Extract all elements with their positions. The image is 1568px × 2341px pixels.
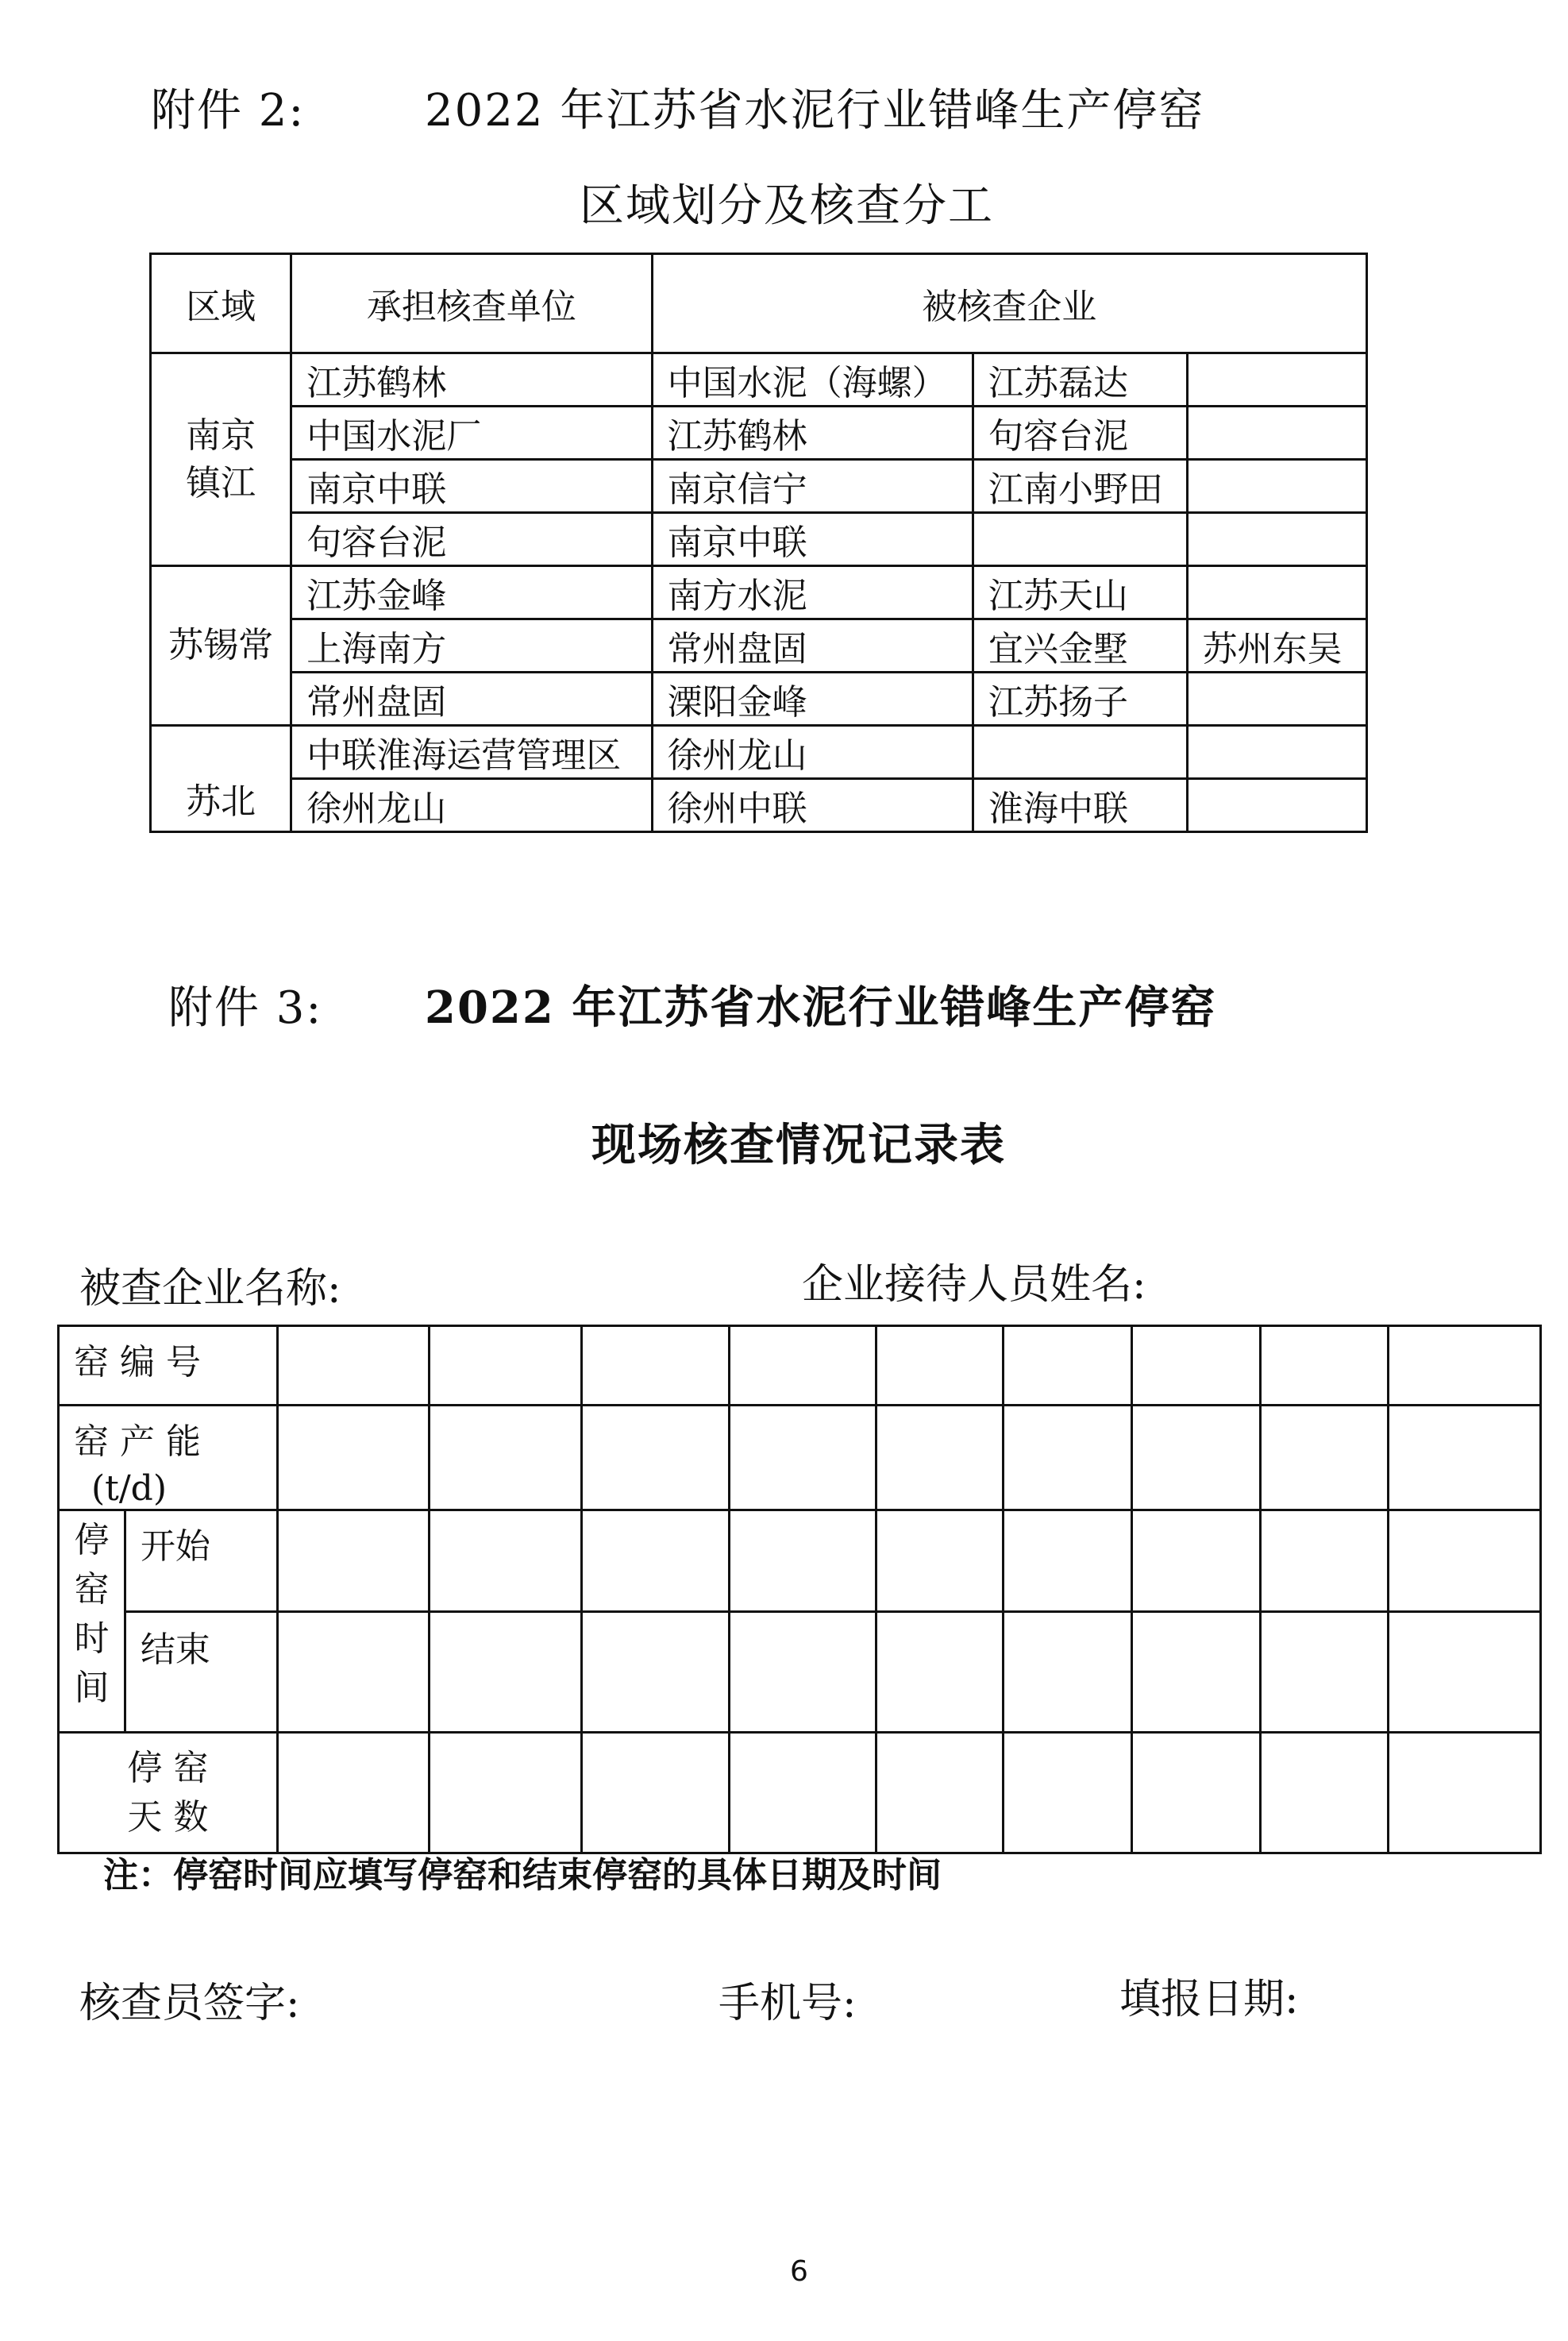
stop-end-row: [59, 1612, 1541, 1733]
company-cell: [1187, 460, 1367, 513]
capacity-label: 窑 产 能: [74, 1421, 201, 1462]
company-cell: 江南小野田: [973, 460, 1187, 513]
phone-label: 手机号:: [719, 1980, 857, 2027]
form-cell[interactable]: [277, 1733, 430, 1853]
company-cell: [1187, 779, 1367, 832]
form-cell[interactable]: [876, 1326, 1004, 1406]
table-row: [151, 779, 1367, 832]
form-cell[interactable]: [876, 1733, 1004, 1853]
header-companies: 被核查企业: [652, 254, 1366, 353]
company-cell: 句容台泥: [973, 407, 1187, 460]
form-cell[interactable]: [729, 1612, 876, 1733]
attachment3-title: 2022 年江苏省水泥行业错峰生产停窑: [425, 982, 1217, 1034]
form-cell[interactable]: [729, 1326, 876, 1406]
form-cell[interactable]: [729, 1510, 876, 1612]
form-cell[interactable]: [430, 1733, 582, 1853]
form-cell[interactable]: [277, 1406, 430, 1510]
table-row: [151, 673, 1367, 726]
form-cell[interactable]: [876, 1612, 1004, 1733]
form-cell[interactable]: [729, 1406, 876, 1510]
form-cell[interactable]: [1389, 1612, 1541, 1733]
form-cell[interactable]: [582, 1612, 730, 1733]
signature-label: 核查员签字:: [79, 1980, 300, 2027]
form-cell[interactable]: [1260, 1733, 1389, 1853]
form-cell[interactable]: [1131, 1510, 1260, 1612]
start-label: 开始: [125, 1510, 277, 1612]
form-cell[interactable]: [1131, 1733, 1260, 1853]
form-cell[interactable]: [277, 1326, 430, 1406]
form-cell[interactable]: [430, 1326, 582, 1406]
company-cell: [1187, 353, 1367, 407]
form-cell[interactable]: [430, 1612, 582, 1733]
company-name-label: 被查企业名称:: [79, 1265, 341, 1313]
form-cell[interactable]: [1260, 1406, 1389, 1510]
company-cell: [1187, 673, 1367, 726]
form-cell[interactable]: [876, 1510, 1004, 1612]
company-cell: 徐州中联: [652, 779, 973, 832]
stop-start-row: [59, 1510, 1541, 1612]
table-row: [151, 407, 1367, 460]
unit-cell: 句容台泥: [291, 513, 652, 566]
unit-cell: 江苏金峰: [291, 566, 652, 619]
form-cell[interactable]: [1004, 1510, 1132, 1612]
form-cell[interactable]: [1260, 1510, 1389, 1612]
company-cell: 中国水泥（海螺）: [652, 353, 973, 407]
company-cell: 宜兴金墅: [973, 619, 1187, 673]
form-cell[interactable]: [1131, 1612, 1260, 1733]
form-cell[interactable]: [1389, 1326, 1541, 1406]
form-cell[interactable]: [1004, 1406, 1132, 1510]
company-cell: 江苏磊达: [973, 353, 1187, 407]
form-cell[interactable]: [1131, 1326, 1260, 1406]
header-region: 区域: [151, 254, 291, 353]
form-cell[interactable]: [1004, 1326, 1132, 1406]
form-cell[interactable]: [430, 1406, 582, 1510]
attachment2-label: 附件 2:: [151, 85, 306, 137]
capacity-label-cell: [59, 1406, 278, 1510]
kiln-number-row: [59, 1326, 1541, 1406]
date-label: 填报日期:: [1119, 1976, 1299, 2023]
form-cell[interactable]: [1131, 1406, 1260, 1510]
unit-cell: 南京中联: [291, 460, 652, 513]
receptionist-label: 企业接待人员姓名:: [802, 1261, 1146, 1309]
unit-cell: 徐州龙山: [291, 779, 652, 832]
unit-cell: 常州盘固: [291, 673, 652, 726]
form-cell[interactable]: [876, 1406, 1004, 1510]
page-number: 6: [790, 2255, 808, 2288]
company-cell: [1187, 513, 1367, 566]
company-cell: 南方水泥: [652, 566, 973, 619]
region-cell: 南京 镇江: [151, 353, 291, 566]
form-cell[interactable]: [582, 1733, 730, 1853]
stop-time-label: 停 窑 时 间: [59, 1510, 125, 1733]
region-cell: 苏锡常: [151, 566, 291, 726]
table-row: [151, 619, 1367, 673]
company-cell: 南京中联: [652, 513, 973, 566]
form-cell[interactable]: [1389, 1510, 1541, 1612]
form-cell[interactable]: [582, 1326, 730, 1406]
company-cell: 南京信宁: [652, 460, 973, 513]
unit-cell: 中国水泥厂: [291, 407, 652, 460]
header-unit: 承担核查单位: [291, 254, 652, 353]
table-row: [151, 726, 1367, 779]
attachment3-subtitle: 现场核查情况记录表: [591, 1119, 1006, 1171]
form-cell[interactable]: [1389, 1406, 1541, 1510]
unit-cell: 上海南方: [291, 619, 652, 673]
company-cell: [1187, 407, 1367, 460]
form-cell[interactable]: [1389, 1733, 1541, 1853]
capacity-unit: (t/d): [91, 1468, 168, 1509]
company-cell: [973, 513, 1187, 566]
table-row: [151, 513, 1367, 566]
stop-days-row: [59, 1733, 1541, 1853]
form-cell[interactable]: [430, 1510, 582, 1612]
region-cell: 苏北: [151, 726, 291, 832]
table-row: [151, 566, 1367, 619]
kiln-number-label: 窑 编 号: [59, 1326, 278, 1406]
company-cell: [1187, 566, 1367, 619]
company-cell: 徐州龙山: [652, 726, 973, 779]
form-cell[interactable]: [1004, 1612, 1132, 1733]
note-text: 注：停窑时间应填写停窑和结束停窑的具体日期及时间: [103, 1855, 942, 1896]
table-row: [151, 353, 1367, 407]
form-cell[interactable]: [582, 1406, 730, 1510]
form-cell[interactable]: [729, 1733, 876, 1853]
form-cell[interactable]: [1004, 1733, 1132, 1853]
form-cell[interactable]: [1260, 1326, 1389, 1406]
company-cell: 淮海中联: [973, 779, 1187, 832]
unit-cell: 江苏鹤林: [291, 353, 652, 407]
company-cell: 江苏鹤林: [652, 407, 973, 460]
form-cell[interactable]: [277, 1510, 430, 1612]
record-table: [57, 1325, 1542, 1854]
table-row: [151, 460, 1367, 513]
unit-cell: 中联淮海运营管理区: [291, 726, 652, 779]
form-cell[interactable]: [1260, 1612, 1389, 1733]
company-cell: 江苏扬子: [973, 673, 1187, 726]
table-header-row: [151, 254, 1367, 353]
end-label: 结束: [125, 1612, 277, 1733]
stop-days-label: 停 窑 天 数: [59, 1733, 278, 1853]
attachment2-subtitle: 区域划分及核查分工: [580, 180, 994, 232]
attachment2-title: 2022 年江苏省水泥行业错峰生产停窑: [425, 85, 1205, 137]
company-cell: 溧阳金峰: [652, 673, 973, 726]
capacity-row: [59, 1406, 1541, 1510]
form-cell[interactable]: [582, 1510, 730, 1612]
company-cell: [1187, 726, 1367, 779]
attachment3-label: 附件 3:: [168, 982, 323, 1034]
company-cell: [973, 726, 1187, 779]
company-cell: 苏州东吴: [1187, 619, 1367, 673]
company-cell: 常州盘固: [652, 619, 973, 673]
form-cell[interactable]: [277, 1612, 430, 1733]
company-cell: 江苏天山: [973, 566, 1187, 619]
region-table: [149, 253, 1368, 833]
